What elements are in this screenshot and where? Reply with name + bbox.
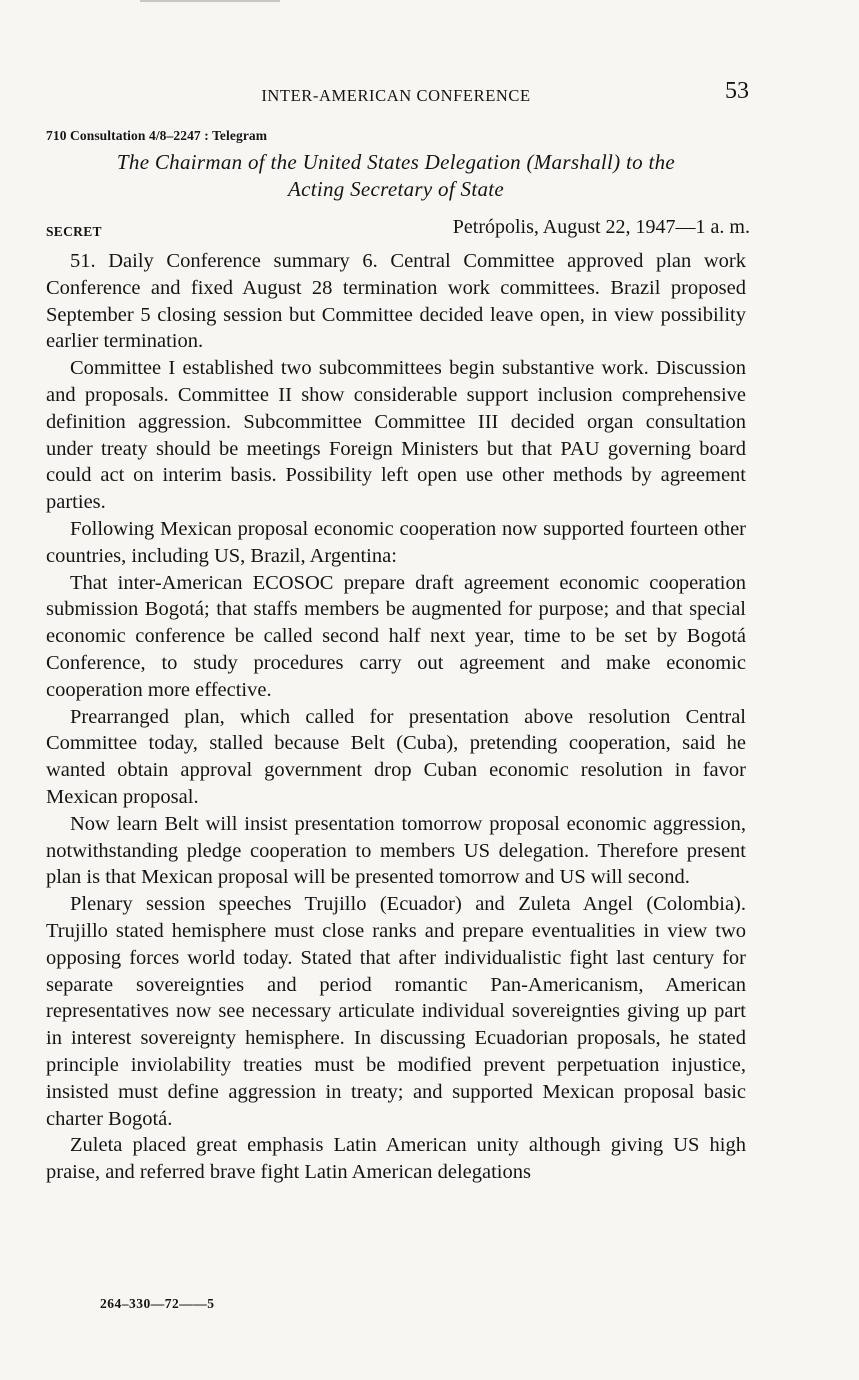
body-paragraph-4: That inter-American ECOSOC prepare draft agreement economic cooperation submission Bogotá; that staffs members be augmented for purpose; and that special economic conference be called second half next year, time to be set by Bogotá Conference, to study procedures carry out agreement and make economic cooperation more effective. <box>46 571 746 701</box>
dateline <box>46 216 750 242</box>
document-title-line-1: The Chairman of the United States Delegation (Marshall) to the <box>116 150 676 174</box>
body-paragraph-6: Now learn Belt will insist presentation tomorrow proposal economic aggression, notwithstanding pledge cooperation to members US delegation. Therefore present plan is that Mexican proposal will be presented tomorrow and US will second. <box>46 812 746 889</box>
body-paragraph-1: 51. Daily Conference summary 6. Central Committee approved plan work Conference and fixed August 28 termination work committees. Brazil proposed September 5 closing session but Committee decided leave open, in view possibility earlier termination. <box>46 250 746 353</box>
page-number: 53 <box>725 78 749 104</box>
body-paragraph-5: Prearranged plan, which called for presentation above resolution Central Committee today, stalled because Belt (Cuba), pretending cooperation, said he wanted obtain approval government drop Cuban economic resolution in favor Mexican proposal. <box>46 705 746 808</box>
running-title: INTER-AMERICAN CONFERENCE <box>261 86 531 105</box>
body-paragraph-2: Committee I established two subcommittees begin substantive work. Discussion and proposals. Committee II show considerable support inclusion comprehensive definition aggression. Subcommittee Committee III decided organ consultation under treaty should be meetings Foreign Ministers but that PAU governing board could act on interim basis. Possibility left open use other methods by agreement parties. <box>46 357 746 514</box>
document-title-line-2: Acting Secretary of State <box>287 177 505 201</box>
body-paragraph-3: Following Mexican proposal economic cooperation now supported fourteen other countries, including US, Brazil, Argentina: <box>46 517 746 567</box>
body-paragraph-7: Plenary session speeches Trujillo (Ecuador) and Zuleta Angel (Colombia). Trujillo stated hemisphere must close ranks and prepare eventualities in view two opposing forces world today. Stated that after individualistic fight last century for separate sovereignties and period romantic Pan-Americanism, American representatives now see necessary articulate individual sovereignties giving up part in interest sovereignty hemisphere. In discussing Ecuadorian proposals, he stated principle inviolability treaties must be modified prevent perpetuation injustice, insisted must define aggression in treaty; and supported Mexican proposal basic charter Bogotá. <box>46 893 746 1130</box>
document-page <box>46 78 750 1186</box>
printer-code: 264–330—72——5 <box>100 1296 215 1311</box>
body-paragraph-8: Zuleta placed great emphasis Latin American unity although giving US high praise, and referred brave fight Latin American delegations <box>46 1134 746 1184</box>
place-and-date: Petrópolis, August 22, 1947—1 a. m. <box>452 216 750 238</box>
document-title <box>46 149 746 203</box>
classification-label: SECRET <box>46 224 102 239</box>
file-reference: 710 Consultation 4/8–2247 : Telegram <box>46 128 268 143</box>
running-head <box>46 78 749 110</box>
telegram-body <box>46 248 746 1186</box>
top-edge-mark <box>140 0 280 2</box>
